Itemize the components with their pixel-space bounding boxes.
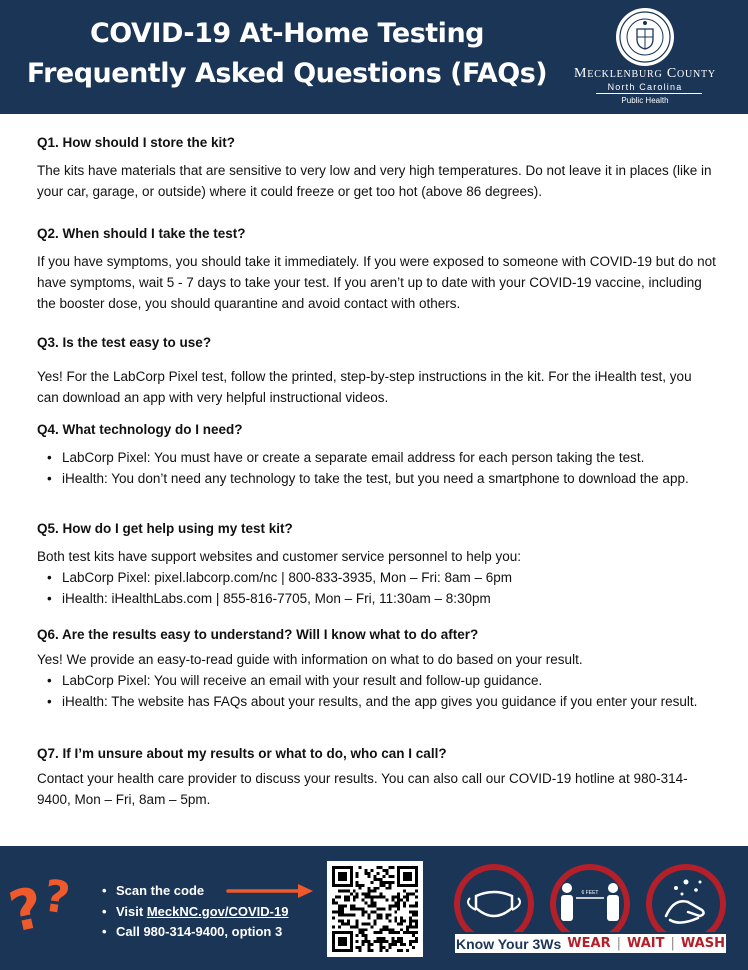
- answer: The kits have materials that are sensitive to very low and very high temperatures. Do not leave it in places (like in your car, garage, or outside) where it could freeze or get too hot (above 86 degrees).: [37, 163, 712, 199]
- county-seal-icon: [615, 7, 675, 67]
- answer-intro: Both test kits have support websites and customer service personnel to help you:: [37, 549, 522, 564]
- org-name: Mecklenburg County: [574, 66, 716, 81]
- list-item: • iHealth: You don’t need any technology to take the test, but you need a smartphone to download the app.: [37, 468, 717, 489]
- three-ws-banner: Know Your 3Ws WEAR | WAIT | WASH: [453, 932, 728, 955]
- question: Q7. If I’m unsure about my results or what to do, who can I call?: [37, 746, 447, 761]
- answer: Yes! For the LabCorp Pixel test, follow the printed, step-by-step instructions in the kit. For the iHealth test, you can download an app with very helpful instructional videos.: [37, 369, 692, 405]
- divider: [596, 93, 702, 94]
- org-state: North Carolina: [607, 82, 683, 92]
- bullet-list: [37, 567, 717, 609]
- page-header: [0, 0, 748, 114]
- call-label: • Call 980-314-9400, option 3: [100, 922, 288, 943]
- faq-q6: [37, 626, 717, 712]
- faq-q1: [37, 134, 717, 202]
- website-link[interactable]: MeckNC.gov/COVID-19: [146, 903, 289, 919]
- arrow-right-icon: [226, 883, 314, 899]
- page-footer: [0, 846, 748, 970]
- faq-q2: [37, 225, 717, 314]
- answer: Contact your health care provider to discuss your results. You can also call our COVID-19 hotline at 980-314-9400, Mon – Fri, 8am – 5pm.: [37, 771, 688, 807]
- bullet-list: [37, 670, 717, 712]
- answer-intro: Yes! We provide an easy-to-read guide with information on what to do based on your result.: [37, 652, 583, 667]
- qr-code-icon: [332, 866, 418, 952]
- visit-item: • Visit MeckNC.gov/COVID-19: [100, 902, 288, 923]
- answer: If you have symptoms, you should take it immediately. If you were exposed to someone with COVID-19 but do not have symptoms, wait 5 - 7 days to take your test. If you aren’t up to date with your COVID-19 vaccine, including the booster dose, you should quarantine and avoid contact with others.: [37, 254, 716, 311]
- faq-q7: [37, 745, 717, 810]
- bullet-list: [37, 447, 717, 489]
- org-department: Public Health: [621, 96, 669, 105]
- question-mark-icon: ?: [3, 875, 49, 946]
- list-item: • iHealth: iHealthLabs.com | 855-816-7705, Mon – Fri, 11:30am – 8:30pm: [37, 588, 717, 609]
- faq-q4: [37, 421, 717, 489]
- page-title: COVID-19 At-Home Testing Frequently Asked Questions (FAQs): [26, 18, 548, 89]
- question: Q3. Is the test easy to use?: [37, 335, 212, 350]
- question: Q1. How should I store the kit?: [37, 135, 236, 150]
- question-mark-icon: ?: [40, 870, 73, 925]
- question: Q6. Are the results easy to understand? Will I know what to do after?: [37, 627, 479, 642]
- list-item: • LabCorp Pixel: pixel.labcorp.com/nc | 800-833-3935, Mon – Fri: 8am – 6pm: [37, 567, 717, 588]
- question: Q5. How do I get help using my test kit?: [37, 521, 293, 536]
- scan-label: • Scan the code: [100, 881, 288, 902]
- svg-text:6 FEET: 6 FEET: [581, 890, 599, 896]
- question: Q4. What technology do I need?: [37, 422, 243, 437]
- faq-q5: [37, 520, 717, 609]
- qr-code[interactable]: [327, 861, 423, 957]
- list-item: • LabCorp Pixel: You will receive an email with your result and follow-up guidance.: [37, 670, 717, 691]
- faq-q3: [37, 334, 717, 408]
- list-item: • iHealth: The website has FAQs about your results, and the app gives you guidance if you enter your result.: [37, 691, 717, 712]
- list-item: • LabCorp Pixel: You must have or create a separate email address for each person taking the test.: [37, 447, 717, 468]
- question: Q2. When should I take the test?: [37, 226, 246, 241]
